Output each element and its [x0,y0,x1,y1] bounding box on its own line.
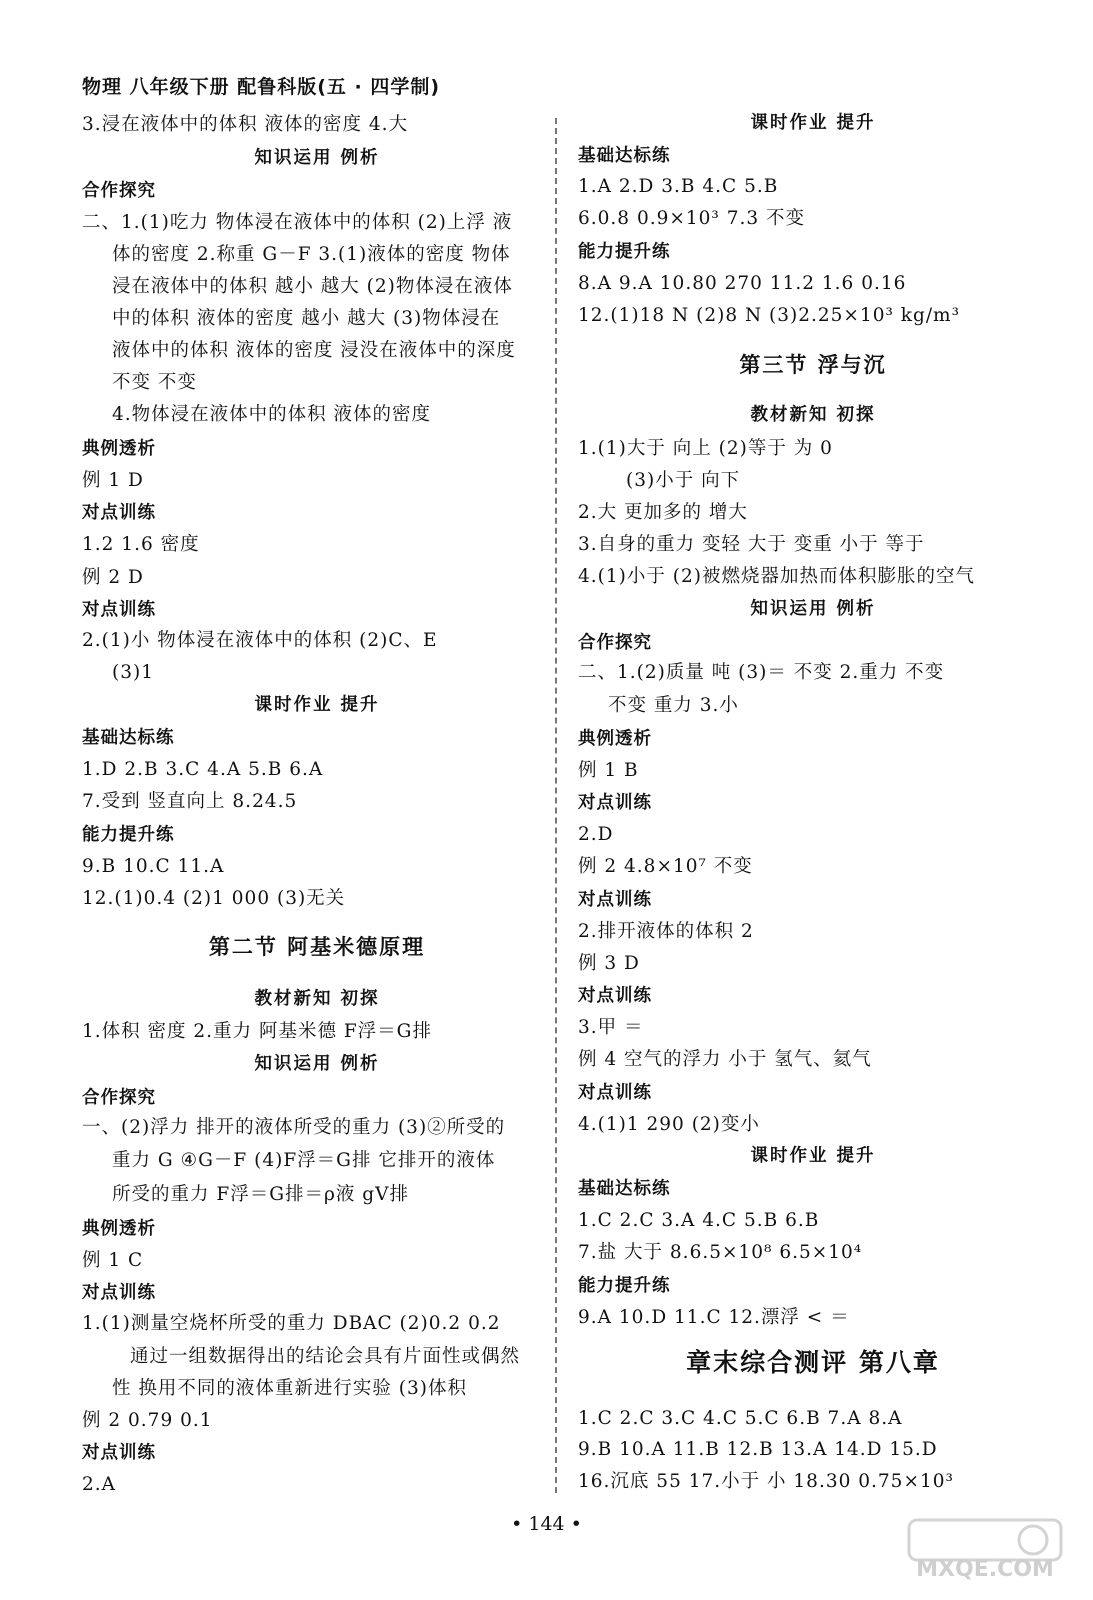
left-subsection-heading: 对点训练 [82,503,156,523]
right-subsection-heading: 典例透析 [578,729,652,749]
right-answer-line: 3.甲 ＝ [578,1017,644,1038]
left-subsection-heading: 对点训练 [82,1443,156,1463]
watermark-logo [905,1514,1065,1582]
left-answer-line: 重力 G ④G－F (4)F浮＝G排 它排开的液体 [112,1150,496,1171]
left-answer-line: 性 换用不同的液体重新进行实验 (3)体积 [112,1378,467,1399]
right-section-title: 第三节 浮与沉 [739,353,887,377]
left-answer-line: 7.受到 竖直向上 8.24.5 [82,791,298,812]
left-section-title: 第二节 阿基米德原理 [208,935,426,959]
left-part-heading: 知识运用 例析 [254,148,380,168]
left-answer-line: 12.(1)0.4 (2)1 000 (3)无关 [82,888,346,909]
right-subsection-heading: 对点训练 [578,890,652,910]
left-answer-line: 4.物体浸在液体中的体积 液体的密度 [112,404,432,425]
right-answer-line: 9.B 10.A 11.B 12.B 13.A 14.D 15.D [578,1439,938,1460]
left-subsection-heading: 典例透析 [82,439,156,459]
right-answer-line: 3.自身的重力 变轻 大于 变重 小于 等于 [578,534,925,555]
right-subsection-heading: 基础达标练 [578,146,671,166]
right-answer-line: 2.排开液体的体积 2 [578,921,754,942]
right-subsection-heading: 对点训练 [578,1083,652,1103]
left-answer-line: 例 1 C [82,1250,144,1271]
right-answer-line: 4.(1)1 290 (2)变小 [578,1114,760,1135]
right-answer-line: 1.(1)大于 向上 (2)等于 为 0 [578,438,833,459]
left-answer-line: 一、(2)浮力 排开的液体所受的重力 (3)②所受的 [82,1117,506,1138]
right-part-heading: 知识运用 例析 [750,599,876,619]
left-answer-line: 1.2 1.6 密度 [82,534,200,555]
right-answer-line: 9.A 10.D 11.C 12.漂浮 < ＝ [578,1307,850,1328]
left-answer-line: 9.B 10.C 11.A [82,856,225,877]
right-answer-line: 2.大 更加多的 增大 [578,502,748,523]
left-answer-line: 3.浸在液体中的体积 液体的密度 4.大 [82,114,409,135]
left-answer-line: 例 2 0.79 0.1 [82,1410,213,1431]
left-subsection-heading: 合作探究 [82,181,156,201]
page-number: • 144 • [511,1513,582,1535]
left-answer-line: 2.A [82,1474,117,1495]
left-answer-line: 不变 不变 [112,372,197,393]
right-answer-line: 4.(1)小于 (2)被燃烧器加热而体积膨胀的空气 [578,566,975,587]
left-answer-line: 1.D 2.B 3.C 4.A 5.B 6.A [82,759,324,780]
column-divider [555,118,557,1493]
right-subsection-heading: 对点训练 [578,793,652,813]
left-subsection-heading: 对点训练 [82,1283,156,1303]
left-answer-line: 液体中的体积 液体的密度 浸没在液体中的深度 [112,340,516,361]
left-answer-line: 所受的重力 F浮＝G排＝ρ液 gV排 [112,1184,409,1205]
right-subsection-heading: 合作探究 [578,633,652,653]
left-part-heading: 知识运用 例析 [254,1054,380,1074]
left-answer-line: 1.体积 密度 2.重力 阿基米德 F浮＝G排 [82,1021,432,1042]
right-answer-line: 例 1 B [578,760,639,781]
right-part-heading: 课时作业 提升 [750,1146,876,1166]
left-subsection-heading: 合作探究 [82,1088,156,1108]
left-subsection-heading: 对点训练 [82,600,156,620]
left-part-heading: 课时作业 提升 [254,695,380,715]
left-answer-line: (3)1 [112,662,154,683]
left-subsection-heading: 典例透析 [82,1219,156,1239]
left-answer-line: 二、1.(1)吃力 物体浸在液体中的体积 (2)上浮 液 [82,212,513,233]
right-answer-line: 1.A 2.D 3.B 4.C 5.B [578,176,779,197]
right-answer-line: 16.沉底 55 17.小于 小 18.30 0.75×10³ [578,1471,954,1492]
right-answer-line: 6.0.8 0.9×10³ 7.3 不变 [578,208,806,229]
right-answer-line: 12.(1)18 N (2)8 N (3)2.25×10³ kg/m³ [578,305,961,326]
left-answer-line: 例 2 D [82,567,144,588]
right-answer-line: 7.盐 大于 8.6.5×10⁸ 6.5×10⁴ [578,1242,863,1263]
right-answer-line: 1.C 2.C 3.C 4.C 5.C 6.B 7.A 8.A [578,1408,903,1429]
right-answer-line: 2.D [578,824,614,845]
left-subsection-heading: 能力提升练 [82,825,175,845]
left-answer-line: 浸在液体中的体积 越小 越大 (2)物体浸在液体 [112,276,513,297]
right-subsection-heading: 能力提升练 [578,1276,671,1296]
right-answer-line: 例 4 空气的浮力 小于 氢气、氦气 [578,1049,872,1070]
right-answer-line: 例 2 4.8×10⁷ 不变 [578,856,753,877]
left-answer-line: 例 1 D [82,470,144,491]
right-answer-line: 8.A 9.A 10.80 270 11.2 1.6 0.16 [578,273,907,294]
left-subsection-heading: 基础达标练 [82,728,175,748]
right-part-heading: 课时作业 提升 [750,113,876,133]
right-subsection-heading: 对点训练 [578,986,652,1006]
right-answer-line: 1.C 2.C 3.A 4.C 5.B 6.B [578,1210,820,1231]
right-answer-line: 不变 重力 3.小 [608,695,739,716]
left-answer-line: 通过一组数据得出的结论会具有片面性或偶然 [130,1346,521,1367]
right-answer-line: 例 3 D [578,953,640,974]
left-answer-line: 2.(1)小 物体浸在液体中的体积 (2)C、E [82,630,438,651]
right-answer-line: 二、1.(2)质量 吨 (3)＝ 不变 2.重力 不变 [578,662,945,683]
page-header-title: 物理 八年级下册 配鲁科版(五 · 四学制) [82,76,441,98]
right-part-heading: 教材新知 初探 [750,405,876,425]
right-answer-line: (3)小于 向下 [626,470,741,491]
left-answer-line: 体的密度 2.称重 G－F 3.(1)液体的密度 物体 [112,244,511,265]
left-answer-line: 中的体积 液体的密度 越小 越大 (3)物体浸在 [112,308,501,329]
right-subsection-heading: 基础达标练 [578,1179,671,1199]
left-part-heading: 教材新知 初探 [254,989,380,1009]
left-answer-line: 1.(1)测量空烧杯所受的重力 DBAC (2)0.2 0.2 [82,1313,501,1334]
watermark-text: MXQE.COM [916,1557,1054,1582]
right-chapter-title: 章末综合测评 第八章 [686,1348,940,1377]
right-subsection-heading: 能力提升练 [578,242,671,262]
